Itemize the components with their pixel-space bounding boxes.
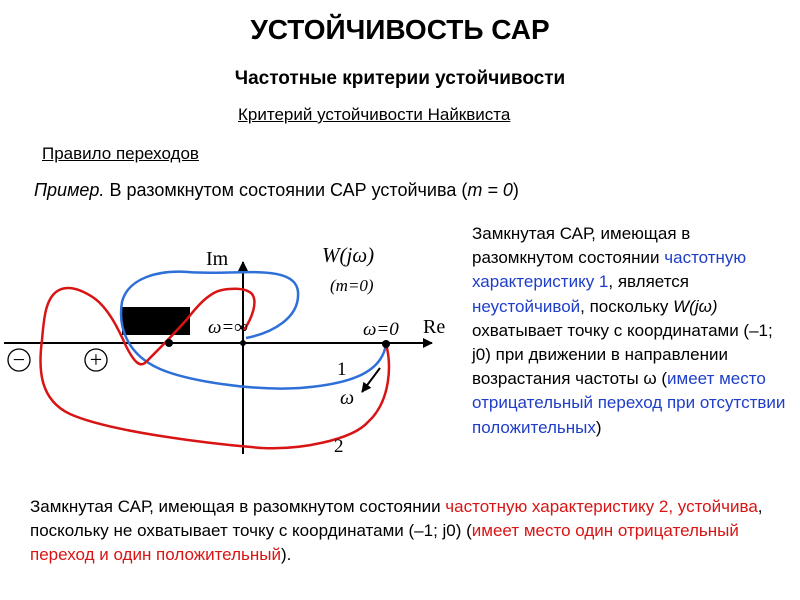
plus-sign: + xyxy=(89,347,103,372)
right-text-part: , является xyxy=(608,272,689,292)
rule-heading: Правило переходов xyxy=(42,144,199,163)
bottom-text-note: имеет место один отрицательный переход и один положительный xyxy=(30,521,739,565)
omega-inf-point xyxy=(240,340,246,346)
page-subtitle: Частотные критерии устойчивости xyxy=(234,68,566,89)
right-text-part: охватывает точку с координатами (–1; j0) при движении в направлении возрастания частоты ω ( xyxy=(472,320,773,389)
criterion-heading: Критерий устойчивости Найквиста xyxy=(238,105,511,124)
direction-arrow xyxy=(362,368,380,392)
right-text-unstable: неустойчивой xyxy=(472,296,581,316)
right-text-part: , поскольку xyxy=(580,296,674,316)
right-text-part: Замкнутая САР, имеющая в разомкнутом состоянии xyxy=(472,224,691,268)
minus-sign: − xyxy=(12,347,26,372)
right-text-curve1: частотную характеристику 1 xyxy=(472,248,747,292)
function-label: W(jω) xyxy=(322,243,375,267)
right-text-note: имеет место отрицательный переход при отсутствии положительных xyxy=(472,369,786,437)
bottom-text-part: , поскольку не охватывает точку с координатами (–1; j0) ( xyxy=(30,497,763,541)
bottom-text-curve2: частотную характеристику 2, устойчива xyxy=(445,497,758,516)
curve-1-label: 1 xyxy=(337,359,347,380)
omega-direction-label: ω xyxy=(340,387,355,409)
axis-re-label: Re xyxy=(423,316,446,338)
omega-inf-label: ω=∞ xyxy=(208,317,248,338)
right-explanation xyxy=(472,222,792,440)
critical-point xyxy=(165,339,173,347)
m-label: (m=0) xyxy=(330,276,374,295)
omega-zero-point xyxy=(382,340,390,348)
example-text: В разомкнутом состоянии САР устойчива ( xyxy=(104,180,468,200)
right-text-func: W(jω) xyxy=(673,296,718,316)
right-text-part: ) xyxy=(595,417,602,437)
example-suffix: ) xyxy=(512,180,519,200)
axis-im-label: Im xyxy=(206,248,229,270)
page-title: УСТОЙЧИВОСТЬ САР xyxy=(250,14,550,45)
curve-2-label: 2 xyxy=(334,436,344,457)
omega-zero-label: ω=0 xyxy=(363,319,399,340)
example-prefix: Пример. xyxy=(34,180,105,200)
bottom-text-part: ). xyxy=(280,545,292,565)
bottom-text-part: Замкнутая САР, имеющая в разомкнутом состоянии xyxy=(30,497,446,516)
bottom-explanation xyxy=(30,495,780,568)
example-m-expr: m = 0 xyxy=(467,180,513,200)
critical-region-block xyxy=(122,307,190,335)
